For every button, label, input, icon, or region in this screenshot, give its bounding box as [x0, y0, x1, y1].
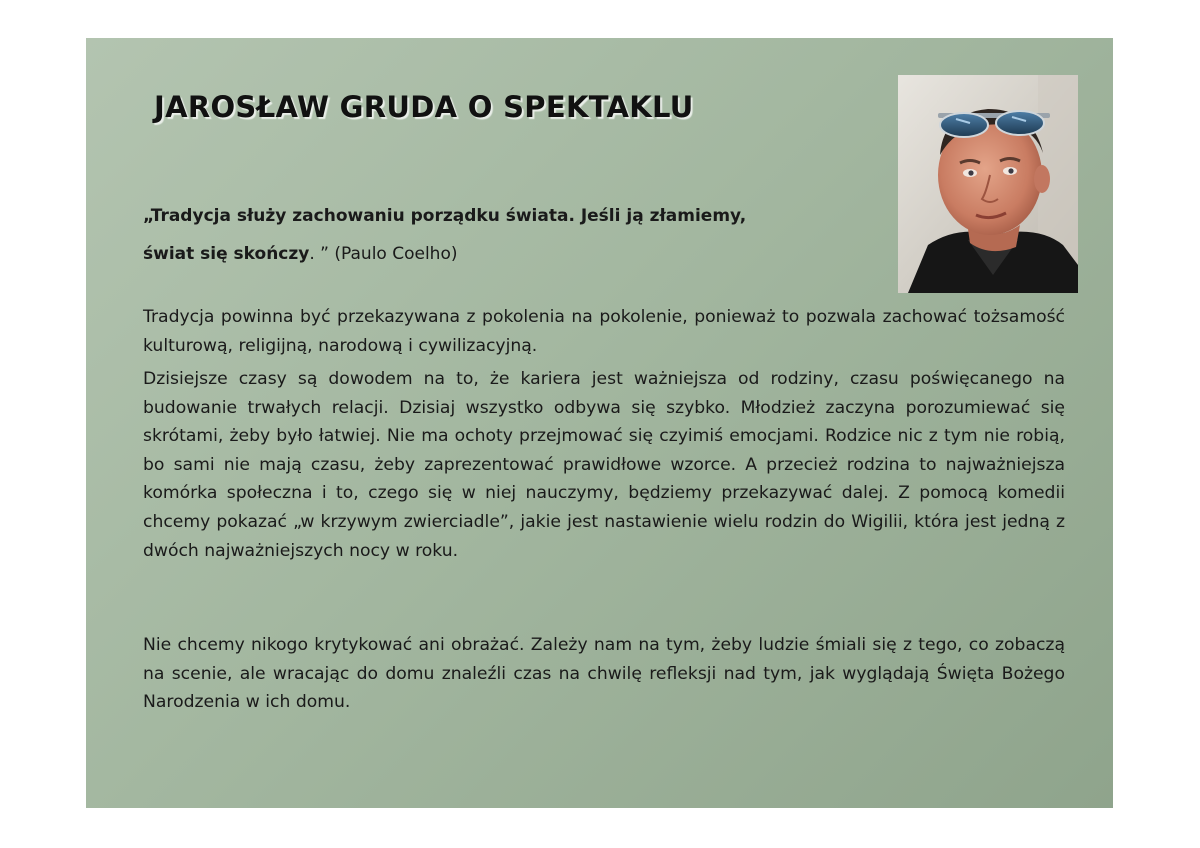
paragraph-1: Tradycja powinna być przekazywana z pokolenia na pokolenie, ponieważ to pozwala zachować tożsamość kulturową, religijną, narodową i cywilizacyjną. [143, 307, 1065, 356]
quote-line-2 [143, 244, 458, 264]
slide-title: JAROSŁAW GRUDA O SPEKTAKLU [154, 90, 694, 124]
quote-attribution: . ” (Paulo Coelho) [309, 244, 458, 264]
paragraph-3: Nie chcemy nikogo krytykować ani obrażać. Zależy nam na tym, żeby ludzie śmiali się z tego, co zobaczą na scenie, ale wracając do domu znaleźli czas na chwilę refleksji nad tym, jak wyglądają Święta Bożego Narodzenia w ich domu. [143, 635, 1065, 713]
portrait-photo [898, 75, 1078, 293]
quote-bold-1: „Tradycja służy zachowaniu porządku świata. Jeśli ją złamiemy, [143, 206, 747, 226]
quote-line-1 [143, 206, 746, 226]
slide [86, 38, 1113, 808]
paragraph-2: Dzisiejsze czasy są dowodem na to, że kariera jest ważniejsza od rodziny, czasu poświęcanego na budowanie trwałych relacji. Dzisiaj wszystko odbywa się szybko. Młodzież zaczyna porozumiewać się skrótami, żeby było łatwiej. Nie ma ochoty przejmować się czyimiś emocjami. Rodzice nic z tym nie robią, bo sami nie mają czasu, żeby zaprezentować prawidłowe wzorce. A przecież rodzina to najważniejsza komórka społeczna i to, czego się w niej nauczymy, będziemy przekazywać dalej. Z pomocą komedii chcemy pokazać „w krzywym zwierciadle”, jakie jest nastawienie wielu rodzin do Wigilii, która jest jedną z dwóch najważniejszych nocy w roku. [143, 369, 1065, 561]
quote-bold-2: świat się skończy [143, 244, 310, 264]
portrait-illustration [898, 75, 1078, 293]
